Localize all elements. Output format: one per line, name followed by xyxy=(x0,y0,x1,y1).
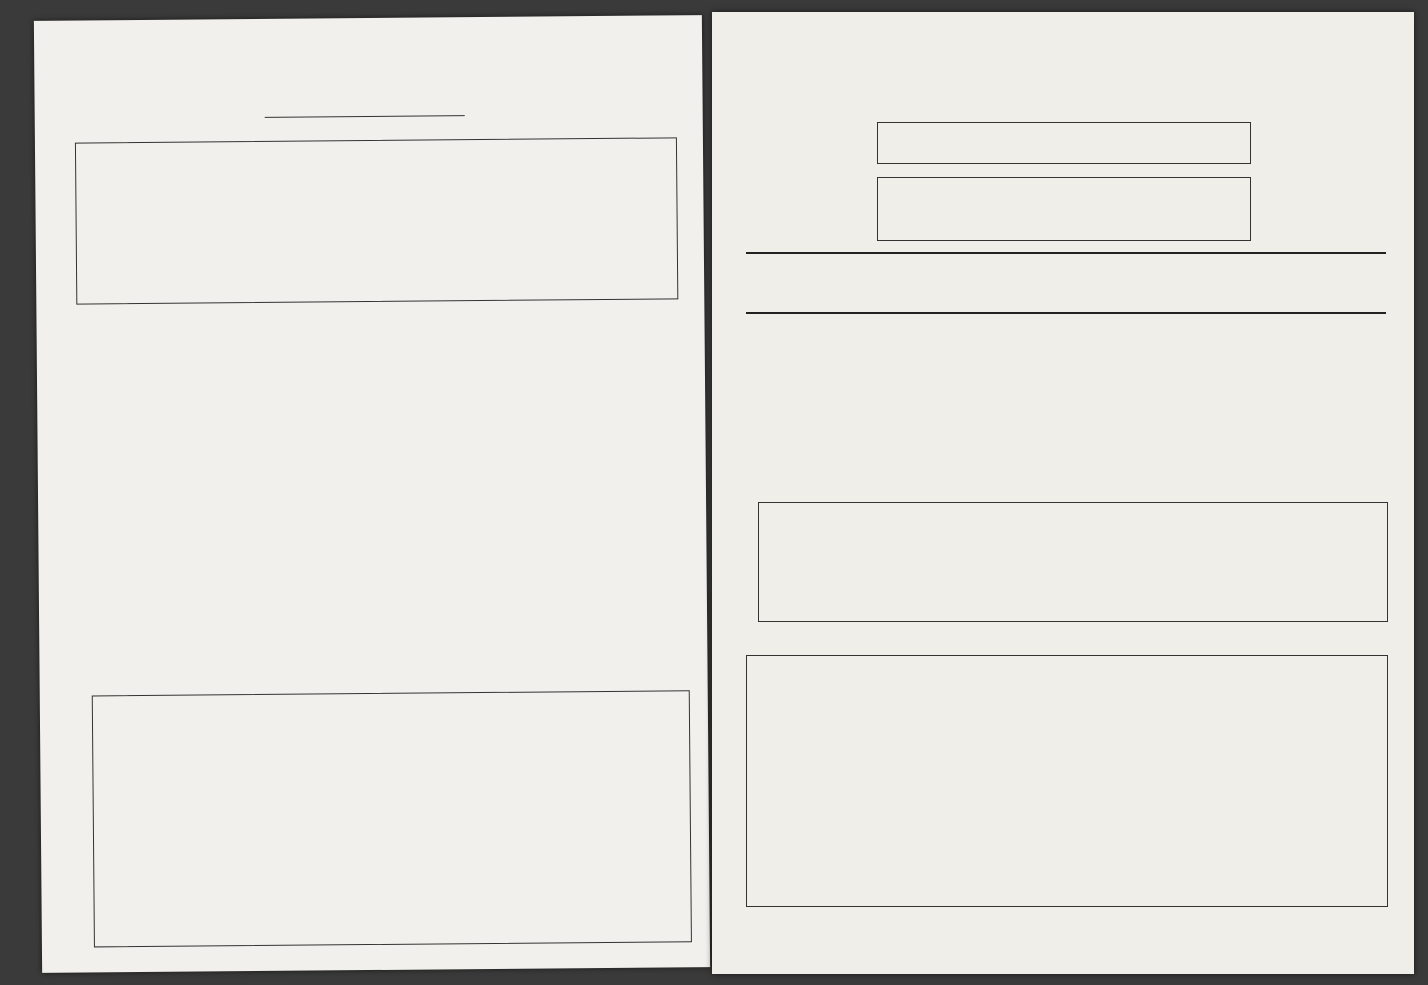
divider xyxy=(746,252,1386,254)
bill-of-fare-title xyxy=(39,645,707,651)
bill-note xyxy=(80,679,680,684)
substitutes-heading xyxy=(79,553,679,558)
conditions-list xyxy=(82,315,682,320)
provisions-title xyxy=(34,47,702,53)
sailing-box xyxy=(877,122,1251,164)
right-page xyxy=(712,12,1414,974)
apprentices-table xyxy=(746,655,1388,907)
provisions-table xyxy=(75,137,678,304)
divider xyxy=(265,115,465,118)
offence-table xyxy=(758,502,1388,622)
divider xyxy=(746,312,1386,314)
provisions-subtitle xyxy=(84,73,664,78)
bill-of-fare-table xyxy=(92,690,692,947)
scale-note-heading xyxy=(75,119,675,124)
steam-box xyxy=(877,177,1251,241)
left-page xyxy=(34,15,710,973)
substitutes-right-notes xyxy=(594,561,694,562)
conditions-heading xyxy=(76,305,676,310)
